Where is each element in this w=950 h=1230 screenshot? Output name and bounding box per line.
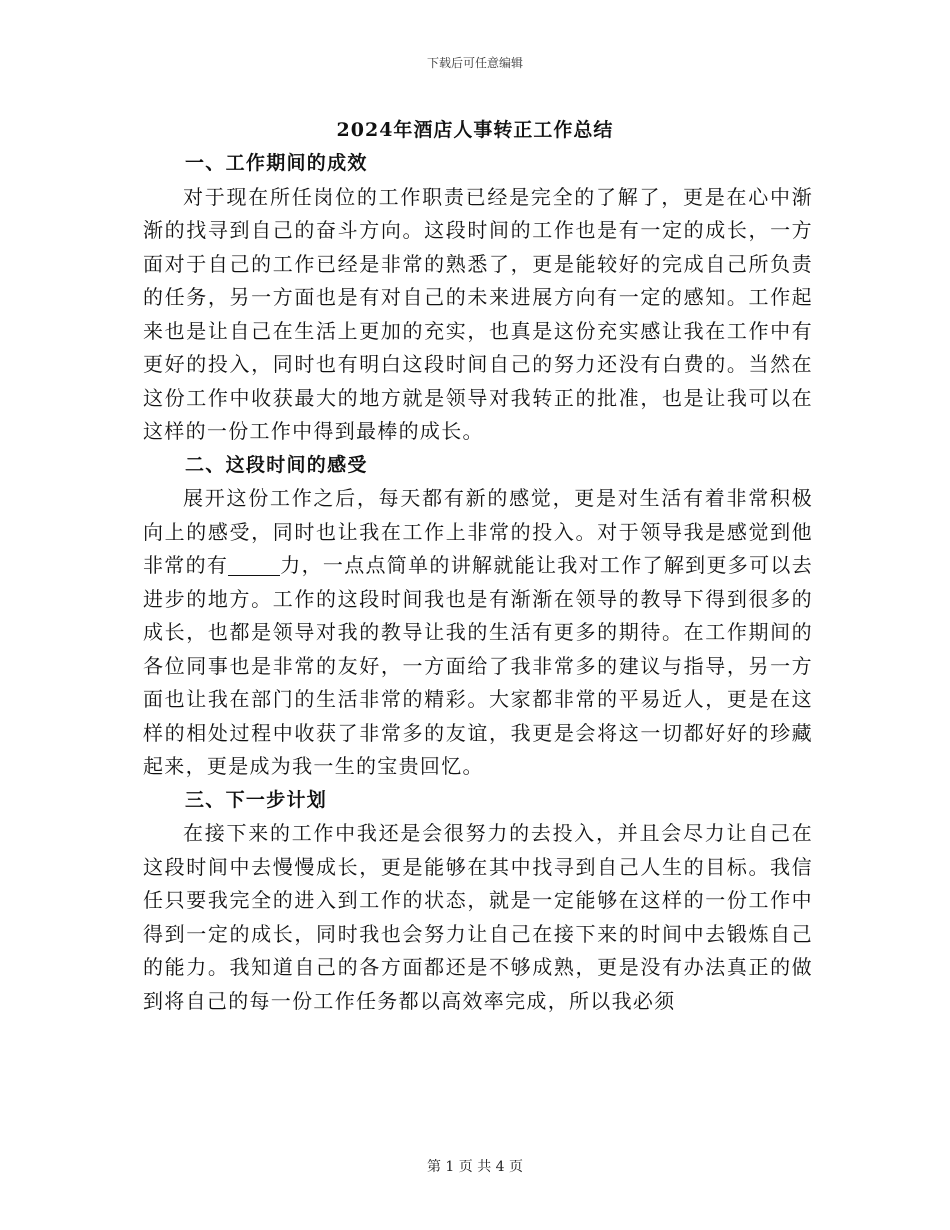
fill-in-blank xyxy=(228,555,280,576)
section-paragraph-3: 在接下来的工作中我还是会很努力的去投入，并且会尽力让自己在这段时间中去慢慢成长，更是能够在其中找寻到自己人生的目标。我信任只要我完全的进入到工作的状态，就是一定能够在这样的一份工作中得到一定的成长，同时我也会努力让自己在接下来的时间中去锻炼自己的能力。我知道自己的各方面都还是不够成熟，更是没有办法真正的做到将自己的每一份工作任务都以高效率完成，所以我必须 xyxy=(143,821,813,1013)
section-heading-1: 一、工作期间的成效 xyxy=(185,152,368,174)
paragraph-text-before-blank: 展开这份工作之后，每天都有新的感觉，更是对生活有着非常积极向上的感受，同时也让我在工作上非常的投入。对于领导我是感觉到他非常的有 xyxy=(143,486,813,577)
page-number-footer: 第 1 页 共 4 页 xyxy=(426,1159,524,1175)
section-heading-2: 二、这段时间的感受 xyxy=(185,453,368,476)
section-paragraph-1: 对于现在所任岗位的工作职责已经是完全的了解了，更是在心中渐渐的找寻到自己的奋斗方向。这段时间的工作也是有一定的成长，一方面对于自己的工作已经是非常的熟悉了，更是能较好的完成自己所负责的任务，另一方面也是有对自己的未来进展方向有一定的感知。工作起来也是让自己在生活上更加的充实，也真是这份充实感让我在工作中有更好的投入，同时也有明白这段时间自己的努力还没有白费的。当然在这份工作中收获最大的地方就是领导对我转正的批准，也是让我可以在这样的一份工作中得到最棒的成长。 xyxy=(143,184,813,443)
document-title: 2024年酒店人事转正工作总结 xyxy=(336,119,614,141)
header-note: 下载后可任意编辑 xyxy=(426,56,523,70)
section-paragraph-2 xyxy=(143,482,813,784)
section-heading-3: 三、下一步计划 xyxy=(185,788,328,811)
document-body xyxy=(143,147,813,1018)
paragraph-text-after-blank: 力，一点点简单的讲解就能让我对工作了解到更多可以去进步的地方。工作的这段时间我也是有渐渐在领导的教导下得到很多的成长，也都是领导对我的教导让我的生活有更多的期待。在工作期间的各位同事也是非常的友好，一方面给了我非常多的建议与指导，另一方面也让我在部门的生活非常的精彩。大家都非常的平易近人，更是在这样的相处过程中收获了非常多的友谊，我更是会将这一切都好好的珍藏起来，更是成为我一生的宝贵回忆。 xyxy=(143,553,814,778)
